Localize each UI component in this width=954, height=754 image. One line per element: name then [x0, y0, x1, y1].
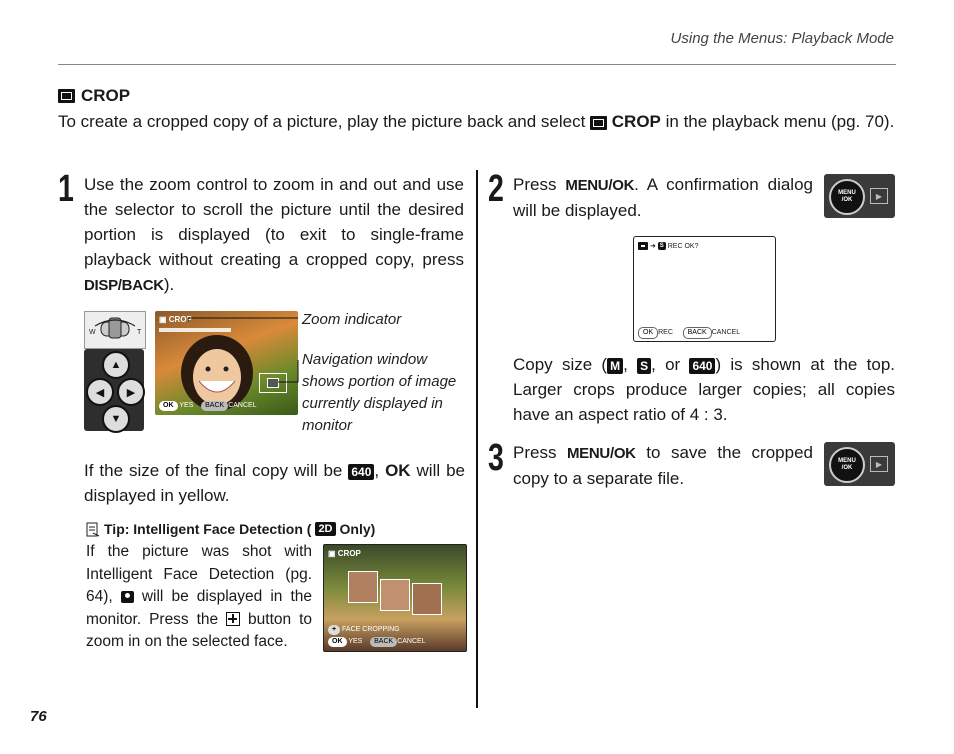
zoom-lever-icon — [85, 312, 145, 348]
crop-icon — [638, 242, 648, 250]
zoom-control-illustration — [84, 311, 146, 349]
column-divider — [476, 170, 478, 708]
menu-ok-button-icon — [829, 179, 865, 215]
face-frame-3 — [412, 583, 442, 615]
face-frame-2 — [380, 579, 410, 611]
menu-ok-key: MENU/OK — [566, 445, 636, 462]
step2-text-1: Press — [513, 175, 566, 194]
section-title-label: CROP — [81, 86, 131, 105]
chapter-header: Using the Menus: Playback Mode — [670, 30, 894, 47]
menu-label: MENU — [838, 190, 856, 196]
cancel-label: CANCEL — [228, 402, 257, 409]
final-size-text-2: will be displayed in yellow. — [84, 461, 465, 505]
step3-text-1: Press — [513, 443, 567, 462]
header-divider — [58, 64, 896, 65]
page-number: 76 — [30, 708, 47, 725]
ok-pill: OK — [159, 401, 178, 411]
screen-crop-label: ▣ CROP — [159, 315, 192, 324]
step-number-3: 3 — [488, 437, 504, 479]
size-m-badge: M — [607, 358, 623, 374]
zoom-indicator-caption: Zoom indicator — [302, 311, 402, 328]
face-yes-label: YES — [348, 638, 363, 645]
tip-title-text-1: Tip: Intelligent Face Detection ( — [104, 521, 312, 537]
rec-ok-question: REC OK? — [667, 243, 699, 250]
step3-text — [513, 440, 813, 491]
confirm-size-badge: S — [659, 243, 664, 250]
step1-text-body: Use the zoom control to zoom in and out and use the selector to scroll the picture until the desired portion is displayed (to exit to single-frame playback without creating a cropped copy, press — [84, 175, 464, 269]
step1-text-end: ). — [163, 275, 175, 294]
tip-title — [86, 521, 375, 537]
confirm-back-pill: BACK — [683, 327, 712, 339]
face-cancel-label: CANCEL — [397, 638, 426, 645]
final-size-note — [84, 458, 465, 508]
intro-text-1: To create a cropped copy of a picture, play the picture back and select — [58, 112, 591, 131]
step3-text-2: to save the cropped copy to a separate file. — [513, 443, 813, 488]
screen-bottom-bar — [159, 401, 257, 411]
navigation-window-caption: Navigation window shows portion of image currently displayed in monitor — [302, 351, 457, 434]
zoom-t-label: T — [137, 329, 142, 336]
ok-label: OK — [385, 461, 411, 480]
size-640-badge: 640 — [689, 358, 715, 374]
size-s-badge: S — [637, 358, 651, 374]
yes-label: YES — [179, 402, 194, 409]
back-pill: BACK — [201, 401, 228, 411]
playback-icon: ▶ — [870, 456, 888, 472]
face-detection-icon — [121, 591, 134, 603]
face-ok-pill: OK — [328, 637, 347, 647]
tip-body — [86, 541, 312, 654]
menu-ok-button-illustration-2 — [824, 442, 895, 486]
tip-icon — [86, 522, 100, 537]
confirmation-screen-illustration — [633, 236, 776, 342]
copy-size-text-2: ) is shown at the top. Larger crops produce larger copies; all copies have an aspect ratio of 4 : 3. — [513, 355, 895, 424]
confirm-cancel-label: CANCEL — [711, 329, 741, 336]
final-size-sep: , — [374, 461, 386, 480]
menu-label: MENU — [838, 458, 856, 464]
menu-ok-key: MENU/OK — [565, 177, 635, 194]
tip-body-2: will be displayed in the monitor. Press the — [86, 588, 312, 628]
face-screen-crop-label: ▣ CROP — [328, 549, 361, 558]
intro-text-2: in the playback menu (pg. 70). — [660, 112, 895, 131]
playback-icon: ▶ — [870, 188, 888, 204]
confirm-bottom-bar — [638, 327, 740, 339]
copy-size-text-1: Copy size ( — [513, 355, 608, 374]
crop-icon — [590, 116, 607, 130]
copy-size-sep-2: , or — [651, 355, 690, 374]
step-number-1: 1 — [58, 168, 74, 210]
left-arrow-icon: ◀ — [86, 378, 114, 406]
step1-text — [84, 172, 464, 298]
menu-ok-button-icon — [829, 447, 865, 483]
final-size-text-1: If the size of the final copy will be — [84, 461, 349, 480]
ok-sub-label: /OK — [841, 197, 853, 203]
section-title — [58, 86, 130, 106]
right-arrow-icon: ▶ — [117, 378, 145, 406]
up-arrow-icon: ▲ — [102, 351, 130, 379]
face-cropping-bar: + FACE CROPPING — [328, 625, 400, 635]
down-arrow-icon: ▼ — [102, 405, 130, 433]
copy-size-text — [513, 352, 895, 427]
tip-body-3: button to zoom in on the selected face. — [86, 610, 312, 650]
disp-back-key: DISP/BACK — [84, 277, 164, 294]
intro-paragraph — [58, 109, 898, 134]
face-screen-bottom-bar — [328, 637, 426, 647]
tip-title-text-2: Only) — [339, 521, 376, 537]
zoom-w-label: W — [89, 329, 96, 336]
size-640-badge: 640 — [348, 464, 374, 480]
selector-illustration — [84, 349, 144, 431]
intro-crop-label: CROP — [611, 112, 661, 131]
face-frame-1 — [348, 571, 378, 603]
tip-body-1: If the picture was shot with Intelligent Face Detection (pg. 64), — [86, 543, 312, 605]
step2-text-2: . A confirmation dialog will be displayed. — [513, 175, 813, 220]
menu-ok-button-illustration — [824, 174, 895, 218]
crop-icon — [58, 89, 75, 103]
face-back-pill: BACK — [370, 637, 397, 647]
zoom-in-button-icon — [226, 612, 240, 626]
confirm-ok-pill: OK — [638, 327, 658, 339]
face-cropping-label: FACE CROPPING — [342, 626, 400, 633]
step-number-2: 2 — [488, 168, 504, 210]
screen-crop-text: CROP — [168, 315, 192, 324]
face-screen-crop-text: CROP — [337, 549, 361, 558]
copy-size-sep-1: , — [623, 355, 638, 374]
callout-lines — [180, 310, 305, 390]
tip-2d-badge: 2D — [315, 522, 335, 536]
step2-text — [513, 172, 813, 223]
rec-label: REC — [658, 329, 673, 336]
face-crop-screen-illustration — [323, 544, 467, 652]
ok-sub-label: /OK — [841, 465, 853, 471]
confirm-top-bar: ➜ S REC OK? — [638, 242, 698, 250]
